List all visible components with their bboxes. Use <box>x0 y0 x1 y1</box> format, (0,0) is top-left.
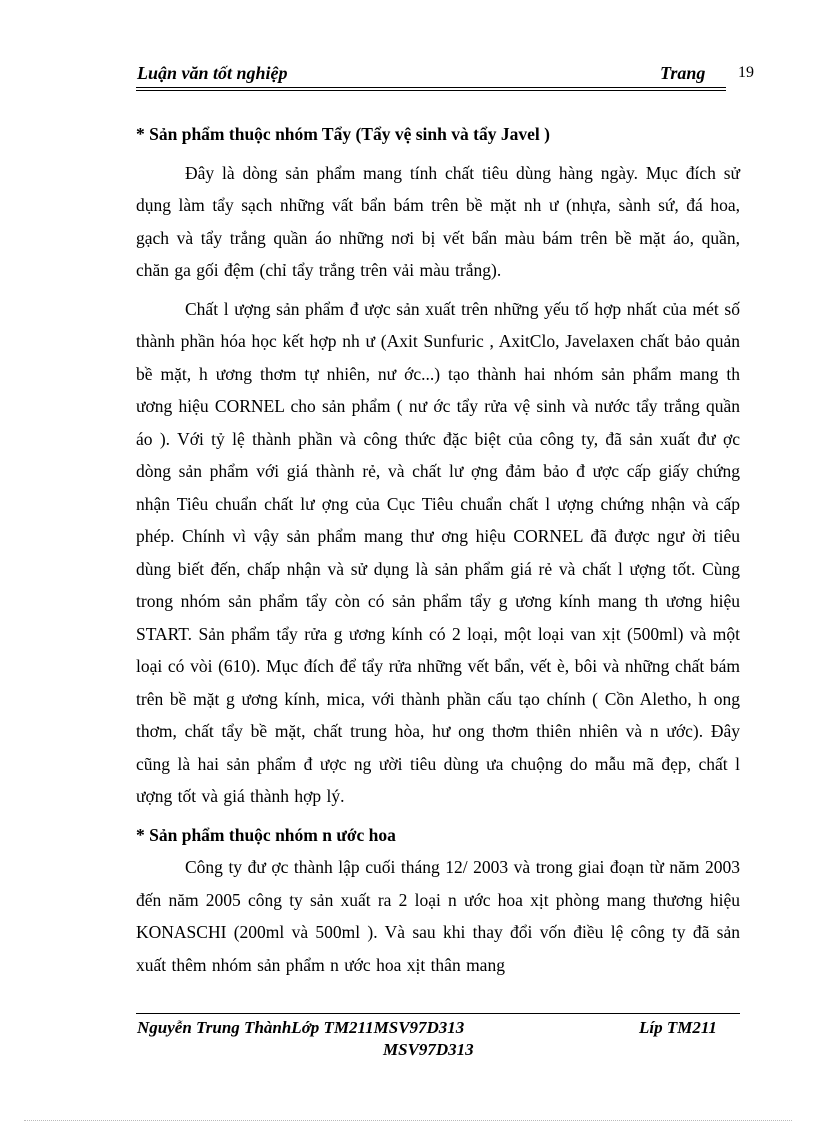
section-heading-nuoc-hoa: * Sản phẩm thuộc nhóm n ước hoa <box>136 824 396 845</box>
header-rule-double <box>136 90 726 91</box>
footer-student-id: MSV97D313 <box>383 1040 474 1059</box>
header-page-label: Trang <box>660 63 706 83</box>
header-rule <box>136 87 726 88</box>
footer-author: Nguyễn Trung ThànhLớp TM211MSV97D313 <box>137 1018 465 1037</box>
header-title: Luận văn tốt nghiệp <box>137 63 288 83</box>
page-bottom-border <box>24 1120 792 1121</box>
paragraph-1: Đây là dòng sản phẩm mang tính chất tiêu dùng hàng ngày. Mục đích sử dụng làm tẩy sạch những vất bẩn bám trên bề mặt nh ư (nhựa, sành sứ, đá hoa, gạch và tẩy trắng quần áo những nơi bị vết bẩn màu bám trên bề mặt áo, quần, chăn ga gối đệm (chỉ tẩy trắng trên vải màu trắng). <box>136 162 740 280</box>
page-number: 19 <box>738 64 754 81</box>
paragraph-3: Công ty đư ợc thành lập cuối tháng 12/ 2003 và trong giai đoạn từ năm 2003 đến năm 2005 công ty sản xuất ra 2 loại n ước hoa xịt phòng mang thương hiệu KONASCHI (200ml và 500ml ). Và sau khi thay đổi vốn điều lệ công ty đã sản xuất thêm nhóm sản phẩm n ước hoa xịt thân mang <box>136 857 740 975</box>
footer-rule <box>136 1013 740 1014</box>
section-heading-tay: * Sản phẩm thuộc nhóm Tẩy (Tẩy vệ sinh và tẩy Javel ) <box>136 124 550 144</box>
body-text <box>136 118 740 981</box>
paragraph-2: Chất l ượng sản phẩm đ ược sản xuất trên những yếu tố hợp nhất của mét số thành phần hóa học kết hợp nh ư (Axit Sunfuric , AxitClo, Javelaxen chất bảo quản bề mặt, h ương thơm tự nhiên, nư ớc...) tạo thành hai nhóm sản phẩm mang th ương hiệu CORNEL cho sản phẩm ( nư ớc tẩy rửa vệ sinh và nước tẩy trắng quần áo ). Với tỷ lệ thành phần và công thức đặc biệt của công ty, đã sản xuất đư ợc dòng sản phẩm với giá thành rẻ, và chất lư ợng đảm bảo đ ược cấp giấy chứng nhận Tiêu chuẩn chất lư ợng của Cục Tiêu chuẩn chất l ượng chứng nhận và cấp phép. Chính vì vậy sản phẩm mang thư ơng hiệu CORNEL đã được ngư ời tiêu dùng biết đến, chấp nhận và sử dụng là sản phẩm giá rẻ và chất l ượng tốt. Cùng trong nhóm sản phẩm tẩy còn có sản phẩm tẩy g ương kính mang th ương hiệu START. Sản phẩm tẩy rửa g ương kính có 2 loại, một loại van xịt (500ml) và một loại có vòi (610). Mục đích để tẩy rửa những vết bẩn, vết è, bôi và những chất bám trên bề mặt g ương kính, mica, với thành phần cấu tạo chính ( Cồn Aletho, h ong thơm, chất tẩy bề mặt, chất trung hòa, hư ong thơm thiên nhiên và n ước). Đây cũng là hai sản phẩm đ ược ng ười tiêu dùng ưa chuộng do mẫu mã đẹp, chất l ượng tốt và giá thành hợp lý. <box>136 298 740 806</box>
footer-class: Líp TM211 <box>639 1018 717 1037</box>
